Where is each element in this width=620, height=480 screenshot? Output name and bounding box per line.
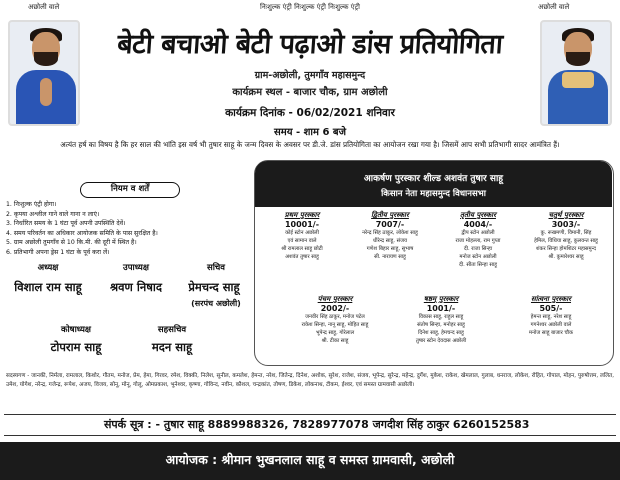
prize-title: प्रथम पुरस्कार xyxy=(284,211,320,219)
joint-secretary-name: मदन साहू xyxy=(151,340,193,354)
prize-sponsor: संतोष सिन्हा, मनोहर साहू xyxy=(417,322,465,328)
prize-title: पंचम पुरस्कार xyxy=(317,295,353,303)
rule-item: 5. ग्राम अछोली तुमगाँव से 10 कि.मी. की दूरी में स्थित है। xyxy=(6,239,137,247)
prize-amount: 2002/- xyxy=(320,304,350,313)
prize-amount: 3003/- xyxy=(551,220,581,229)
rule-item: 4. समय परिवर्तन का अधिकार आयोजक समिति के पास सुरक्षित है। xyxy=(6,229,158,237)
prize-sponsor: अशवंत तुषार साहू xyxy=(285,254,319,260)
vice-president-name: श्रवण निषाद xyxy=(110,280,162,294)
prize-sponsor: श्री रामलाल साहू छोटी xyxy=(281,246,323,252)
joint-secretary-role: सहसचिव xyxy=(157,325,187,335)
free-entry-line: निःशुल्क एंट्री निःशुल्क एंट्री निःशुल्क एंट्री xyxy=(260,3,360,11)
prize-title: चतुर्थ पुरस्कार xyxy=(548,211,584,219)
prize-amount: 505/- xyxy=(539,304,563,313)
treasurer-name: टोपराम साहू xyxy=(50,340,102,354)
rule-item: 6. प्रतिभागी अपना ड्रेस 1 घंटा के पूर्व करा लें। xyxy=(6,248,110,256)
rule-item: 2. कृपया अश्लील गाने वाले गाना न लाएं। xyxy=(6,210,100,218)
prize-sponsor: हेमन्त साहू, नरेश साहू xyxy=(530,314,572,320)
prize-sponsor: धीरेन्द्र साहू, संजय xyxy=(373,238,407,244)
rules-heading: नियम व शर्तें xyxy=(80,182,180,198)
intro-paragraph: अत्यंत हर्ष का विषय है कि हर साल की भांति इस वर्ष भी तुषार साहू के जन्म दिवस के अवसर पर डी.जे. डांस प्रतियोगिता का आयोजन रखा गया है। जिसमें आप सभी प्रतिभागी सादर आमंत्रित हैं। xyxy=(60,140,560,149)
orange-scarf xyxy=(562,72,594,88)
prize-amount: 4004/- xyxy=(463,220,493,229)
prize-title: षष्ठम् पुरस्कार xyxy=(423,295,459,303)
awards-heading: आकर्षण पुरस्कार शील्ड अशवंत तुषार साहू xyxy=(363,174,504,184)
prize-fourth xyxy=(523,211,609,261)
prize-sponsor: श्री. टीका साहू xyxy=(321,338,349,344)
prize-sponsor: दिनेश साहू, हेमचन्द साहू xyxy=(418,330,464,336)
event-venue: कार्यक्रम स्थल - बाजार चौक, ग्राम अछोली xyxy=(232,87,388,98)
prize-consolation xyxy=(497,295,605,337)
prize-sponsor: गणेश बिहार साहू, सुभाष xyxy=(366,246,414,252)
prize-title: तृतीय पुरस्कार xyxy=(460,211,496,219)
members-list: सदस्यगण - जानकी, निर्मला, रामलाल, किशोर, गौतम, मनोज, प्रेम, हेमा, गिरवर, रमेश, विक्की, निलेश, सुनील, कमलेश, हेमन्त, नरेश, जितेन्द्र, दिनेश, अशोक, सुरेश, राजेश, संजय, भूपेन्द्र, सुरेन्द्र, महेन्द्र, दुर्गेश, मुकेश, राकेश, खेमलाल, गुलाब, धनराज, लोकेश, रोहित, गोपाल, मोहन, पुरुषोत्तम, ललित, उमेश, योगेश, नरेन्द्र, गजेन्द्र, रूपेश, अजय, विजय, सोनू, मोनू, गोलू, ओमप्रकाश, भुनेश्वर, कृष्णा, गोविन्द, नवीन, कौशल, चन्द्रकांत, तोषण, डिकेश, लोकनाथ, टीकम, ईश्वर, एवं समस्त ग्रामवासी अछोली। xyxy=(6,373,614,388)
prize-sponsor: शंकर सिन्हा होमशिटर महासमुन्द xyxy=(535,246,597,252)
secretary-name: प्रेमचन्द साहू xyxy=(188,280,240,294)
prize-sponsor: दी. राजा सिन्हा xyxy=(463,246,493,252)
prize-sponsor: मनोज साहू बाजार चौक xyxy=(529,330,573,336)
awards-panel xyxy=(254,160,614,366)
prize-fifth xyxy=(285,295,385,345)
awards-subheading: किसान नेता महासमुन्द विधानसभा xyxy=(381,189,486,199)
prize-sponsor: हेमिल, विधिया साहू, कुलवन्त साहू xyxy=(534,238,598,244)
event-title: बेटी बचाओ बेटी पढ़ाओ डांस प्रतियोगिता xyxy=(116,29,504,60)
folded-hands xyxy=(40,78,52,106)
event-location: ग्राम-अछोली, तुमगाँव महासमुन्द xyxy=(254,70,366,81)
prize-sponsor: श्री. कुमारेश्वर साहू xyxy=(548,254,584,260)
president-name: विशाल राम साहू xyxy=(14,280,82,294)
prize-sponsor: सी. नारायण साहू xyxy=(374,254,406,260)
prize-sponsor: विकास साहू, राहुल साहू xyxy=(418,314,464,320)
treasurer-role: कोषाध्यक्ष xyxy=(60,325,92,335)
prize-sponsor: नरेन्द्र सिंह ठाकुर, लोकेश साहू xyxy=(362,230,418,236)
prize-amount: 1001/- xyxy=(426,304,456,313)
prize-sponsor: तुषार स्टोन देवदास अछोली xyxy=(415,338,467,344)
organizer-footer: आयोजक : श्रीमान भुखनलाल साहू व समस्त ग्रामवासी, अछोली xyxy=(0,442,620,480)
prize-amount: 7007/- xyxy=(375,220,405,229)
right-beard xyxy=(566,52,590,66)
left-portrait-photo xyxy=(8,20,80,126)
contact-bar: संपर्क सूत्र : - तुषार साहू 8889988326, 7828977078 जगदीश सिंह ठाकुर 6260152583 xyxy=(4,414,616,436)
prize-sponsor: दी. सीता सिन्हा साहू xyxy=(459,262,497,268)
prize-sponsor: एवं सामान वाले xyxy=(287,238,317,244)
secretary-role: सचिव xyxy=(206,263,226,273)
secretary-note: (सरपंच अछोली) xyxy=(191,299,241,308)
event-date: कार्यक्रम दिनांक - 06/02/2021 शनिवार xyxy=(225,107,395,119)
event-time: समय - शाम 6 बजे xyxy=(273,127,347,138)
prize-sponsor: राजा मोहल्ला, राम गुप्ता xyxy=(455,238,501,244)
prize-title: द्वितीय पुरस्कार xyxy=(371,211,409,219)
prize-sponsor: मनोज स्टोन अछोली xyxy=(459,254,497,260)
left-village-tag: अछोली वाले xyxy=(28,3,60,11)
prize-sponsor: द्वीप स्टोन अछोली xyxy=(461,230,495,236)
prize-sponsor: गगनेश्वर अछोली वाले xyxy=(530,322,572,328)
prize-sixth xyxy=(391,295,491,345)
prize-first xyxy=(259,211,345,261)
prize-sponsor: राकेश सिन्हा, नानू साहू, मोहित साहू xyxy=(301,322,369,328)
prize-sponsor: कोई स्टोन अछोली xyxy=(285,230,319,236)
prize-third xyxy=(435,211,521,269)
prize-title: सांत्वना पुरस्कार xyxy=(530,295,572,303)
right-portrait-photo xyxy=(540,20,612,126)
prize-sponsor: कु. रूखमणी, विमानी, सिंह xyxy=(540,230,592,236)
awards-header xyxy=(255,161,612,207)
right-village-tag: अछोली वाले xyxy=(538,3,570,11)
rule-item: 3. निर्धारित समय के 1 घंटा पूर्व अपनी उपस्थिति देवें। xyxy=(6,220,126,228)
president-role: अध्यक्ष xyxy=(37,263,59,273)
prize-sponsor: जनवीर सिंह ठाकुर, मनोज पटेल xyxy=(305,314,365,320)
prize-amount: 10001/- xyxy=(284,220,320,229)
left-beard xyxy=(34,52,58,66)
rule-item: 1. निःशुल्क एंट्री होगा। xyxy=(6,201,57,208)
prize-sponsor: भूपेन्द्र साहू, गोरेलाल xyxy=(315,330,355,336)
prize-second xyxy=(347,211,433,261)
vice-president-role: उपाध्यक्ष xyxy=(123,263,149,273)
rules-list xyxy=(6,200,246,258)
